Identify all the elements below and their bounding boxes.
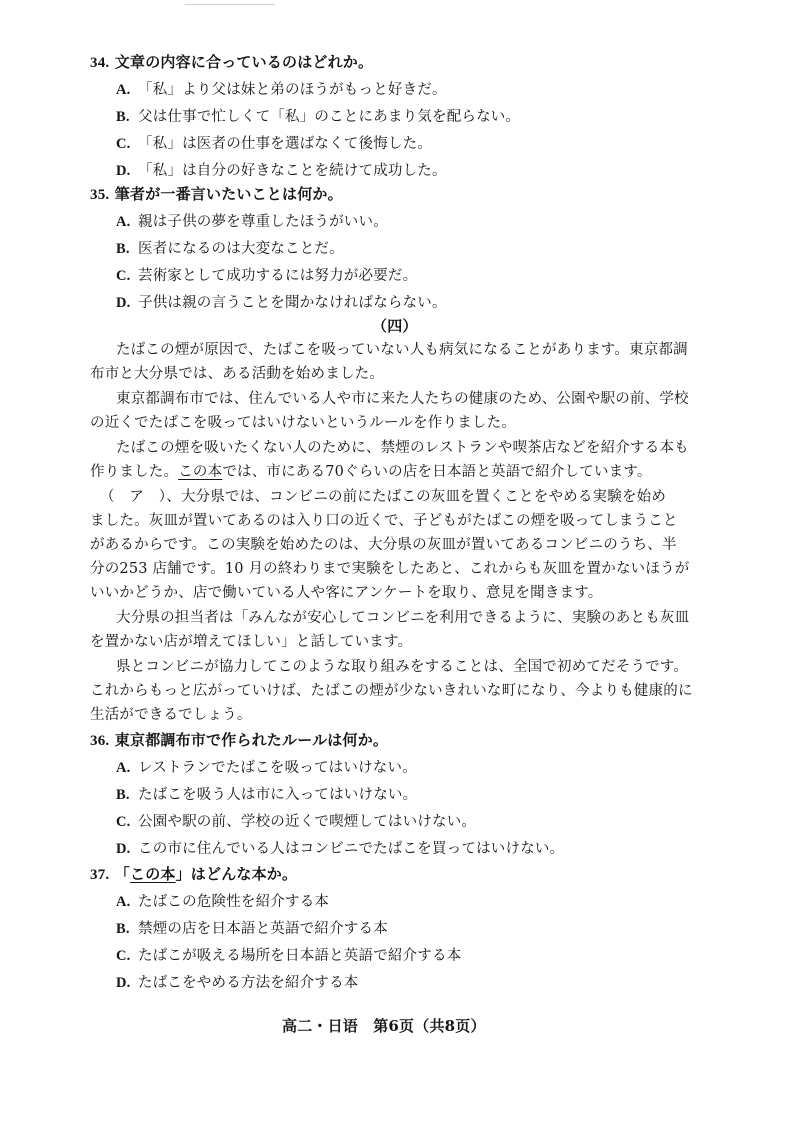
option-36-a: A. レストランでたばこを吸ってはいけない。	[116, 760, 417, 776]
option-35-d: D. 子供は親の言うことを聞かなければならない。	[116, 295, 447, 311]
option-35-c: C. 芸術家として成功するには努力が必要だ。	[116, 268, 418, 284]
scan-mark	[185, 4, 275, 5]
option-34-b: B. 父は仕事で忙しくて「私」のことにあまり気を配らない。	[116, 109, 521, 125]
underlined-phrase: この本	[178, 464, 223, 480]
underlined-phrase: この本	[130, 865, 176, 883]
option-37-c: C. たばこが吸える場所を日本語と英語で紹介する本	[116, 948, 462, 964]
passage-line: があるからです。この実験を始めたのは、大分県の灰皿が置いてあるコンビニのうち、半	[90, 537, 677, 553]
option-36-c: C. 公園や駅の前、学校の近くで喫煙してはいけない。	[116, 814, 477, 830]
question-stem: 文章の内容に合っているのはどれか。	[114, 53, 374, 71]
passage-line: 大分県の担当者は「みんなが安心してコンビニを利用できるように、実験のあとも灰皿	[116, 610, 690, 626]
option-35-a: A. 親は子供の夢を尊重したほうがいい。	[116, 214, 388, 230]
option-35-b: B. 医者になるのは大変なことだ。	[116, 241, 344, 257]
option-34-d: D. 「私」は自分の好きなことを続けて成功した。	[116, 163, 447, 179]
question-number: 35.	[90, 187, 110, 203]
passage-line: 布市と大分県では、ある活動を始めました。	[90, 366, 384, 382]
section-heading: （四）	[372, 317, 418, 335]
option-36-d: D. この市に住んでいる人はコンビニでたばこを買ってはいけない。	[116, 841, 565, 857]
question-36	[90, 730, 388, 751]
passage-line: たばこの煙を吸いたくない人のために、禁煙のレストランや喫茶店などを紹介する本も	[116, 440, 689, 456]
passage-line: （ ア ）、大分県では、コンビニの前にたばこの灰皿を置くことをやめる実験を始め	[100, 489, 667, 505]
question-35	[90, 184, 343, 205]
passage-line: たばこの煙が原因で、たばこを吸っていない人も病気になることがあります。東京都調	[116, 342, 688, 358]
option-37-b: B. 禁煙の店を日本語と英語で紹介する本	[116, 921, 388, 937]
passage-line: 東京都調布市では、住んでいる人や市に来た人たちの健康のため、公園や駅の前、学校	[116, 391, 689, 407]
option-37-a: A. たばこの危険性を紹介する本	[116, 894, 330, 910]
question-stem: 東京都調布市で作られたルールは何か。	[114, 731, 389, 749]
question-37: 37. 「この本」はどんな本か。	[90, 865, 298, 883]
question-number: 37.	[90, 867, 110, 883]
question-number: 36.	[90, 733, 110, 749]
option-36-b: B. たばこを吸う人は市に入ってはいけない。	[116, 787, 418, 803]
option-34-c: C. 「私」は医者の仕事を選ばなくて後悔した。	[116, 136, 432, 152]
passage-line: を置かない店が増えてほしい」と話しています。	[90, 634, 413, 650]
page-footer: 高二・日语 第6页（共8页）	[282, 1017, 486, 1035]
passage-line: 作りました。この本では、市にある70ぐらいの店を日本語と英語で紹介しています。	[90, 464, 652, 480]
passage-line: 生活ができるでしょう。	[90, 707, 252, 723]
passage-line: いいかどうか、店で働いている人や客にアンケートを取り、意見を聞きます。	[90, 585, 603, 601]
question-34	[90, 52, 373, 73]
question-stem: 筆者が一番言いたいことは何か。	[114, 185, 343, 203]
question-number: 34.	[90, 55, 110, 71]
passage-line: ました。灰皿が置いてあるのは入り口の近くで、子どもがたばこの煙を吸ってしまうこと	[90, 513, 678, 529]
passage-line: 県とコンビニが協力してこのような取り組みをすることは、全国で初めてだそうです。	[116, 659, 689, 675]
passage-line: の近くでたばこを吸ってはいけないというルールを作りました。	[90, 415, 517, 431]
passage-line: これからもっと広がっていけば、たばこの煙が少ないきれいな町になり、今よりも健康的に	[90, 683, 693, 699]
passage-line: 分の253 店舗です。10 月の終わりまで実験をしたあと、これからも灰皿を置かないほうが	[90, 561, 690, 577]
option-37-d: D. たばこをやめる方法を紹介する本	[116, 975, 359, 991]
option-34-a: A. 「私」より父は妹と弟のほうがもっと好きだ。	[116, 82, 447, 98]
